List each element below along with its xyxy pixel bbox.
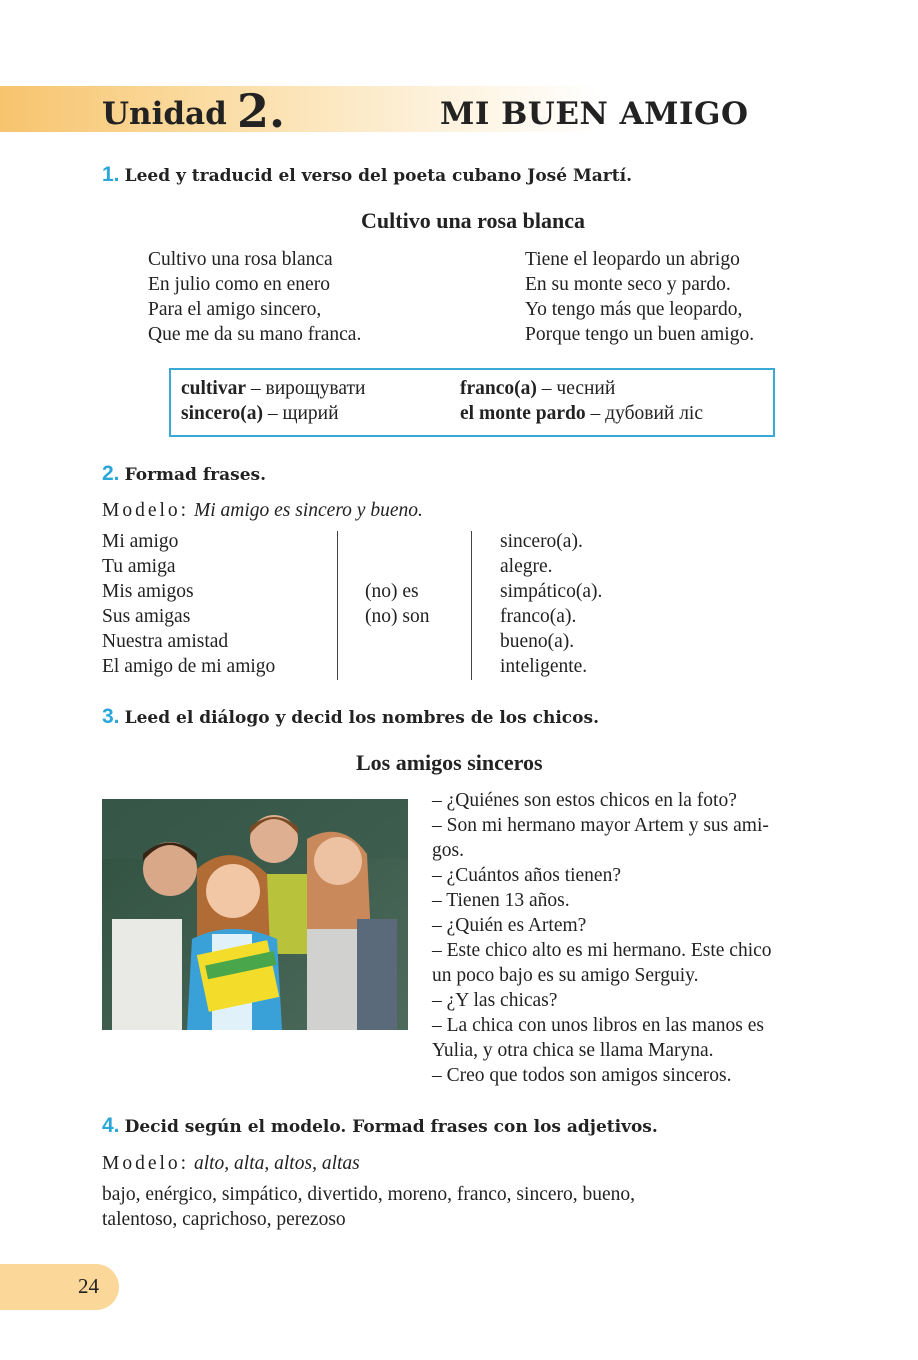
- column-divider: [337, 531, 338, 680]
- page-number-tab: [0, 1264, 119, 1310]
- exercise-number: 3.: [102, 705, 120, 728]
- modelo-line: [102, 1151, 360, 1176]
- verbs-column: [365, 579, 429, 629]
- exercise-number: 2.: [102, 462, 120, 485]
- dialog-line: – Creo que todos son amigos sinceros.: [432, 1065, 732, 1086]
- dialog-line: Yulia, y otra chica se llama Maryna.: [432, 1040, 714, 1061]
- exercise-2-heading: [102, 462, 266, 486]
- subject-item: Nuestra amistad: [102, 631, 229, 652]
- vocab-term: franco(a): [460, 378, 537, 399]
- exercise-instruction: Leed y traducid el verso del poeta cubano José Martí.: [124, 166, 632, 186]
- adjective-item: alegre.: [500, 556, 553, 577]
- subjects-column: [102, 529, 275, 679]
- vocab-translation: – дубовий ліс: [585, 403, 703, 424]
- poem-line: Que me da su mano franca.: [148, 324, 362, 345]
- poem-line: En julio como en enero: [148, 274, 330, 295]
- dialog-line: – ¿Cuántos años tienen?: [432, 865, 621, 886]
- dialog-line: un poco bajo es su amigo Serguiy.: [432, 965, 699, 986]
- dialog-line: – ¿Quién es Artem?: [432, 915, 587, 936]
- unit-label: Unidad: [102, 96, 227, 132]
- vocab-entry: [460, 401, 703, 426]
- students-photo-illustration: [102, 799, 408, 1030]
- page-number: 24: [78, 1274, 99, 1298]
- exercise-number: 4.: [102, 1114, 120, 1137]
- exercise-instruction: Leed el diálogo y decid los nombres de los chicos.: [124, 708, 599, 728]
- verb-item: (no) es: [365, 581, 419, 602]
- adjective-item: sincero(a).: [500, 531, 583, 552]
- dialog-line: – La chica con unos libros en las manos es: [432, 1015, 764, 1036]
- exercise-1-heading: [102, 163, 632, 187]
- vocab-translation: – щирий: [262, 403, 339, 424]
- adjective-list-line: talentoso, caprichoso, perezoso: [102, 1209, 346, 1230]
- dialog-line: – Tienen 13 años.: [432, 890, 570, 911]
- unit-title: MI BUEN AMIGO: [440, 96, 749, 132]
- modelo-example: alto, alta, altos, altas: [193, 1153, 360, 1174]
- subject-item: Mi amigo: [102, 531, 179, 552]
- adjective-item: simpático(a).: [500, 581, 603, 602]
- poem-line: Para el amigo sincero,: [148, 299, 322, 320]
- subject-item: Sus amigas: [102, 606, 191, 627]
- modelo-label: Modelo:: [102, 500, 190, 521]
- dialog-line: – Son mi hermano mayor Artem y sus ami-: [432, 815, 769, 836]
- exercise-4-heading: [102, 1114, 658, 1138]
- verb-item: (no) son: [365, 606, 430, 627]
- modelo-example: Mi amigo es sincero y bueno.: [193, 500, 423, 521]
- students-photo: [102, 799, 408, 1030]
- adjective-list-line: bajo, enérgico, simpático, divertido, moreno, franco, sincero, bueno,: [102, 1184, 636, 1205]
- dialog-line: – Este chico alto es mi hermano. Este chico: [432, 940, 772, 961]
- adjective-list: [102, 1182, 635, 1232]
- poem-title: Cultivo una rosa blanca: [361, 208, 585, 233]
- vocab-term: cultivar: [181, 378, 246, 399]
- dialog-line: gos.: [432, 840, 464, 861]
- modelo-line: [102, 498, 423, 523]
- adjective-item: franco(a).: [500, 606, 577, 627]
- poem-stanza-left: [148, 247, 361, 347]
- exercise-instruction: Decid según el modelo. Formad frases con los adjetivos.: [124, 1117, 658, 1137]
- vocab-translation: – чесний: [536, 378, 616, 399]
- modelo-label: Modelo:: [102, 1153, 190, 1174]
- vocab-column-left: [181, 376, 365, 426]
- dialog-line: – ¿Y las chicas?: [432, 990, 558, 1011]
- poem-line: Yo tengo más que leopardo,: [525, 299, 743, 320]
- subject-item: Mis amigos: [102, 581, 194, 602]
- poem-line: Porque tengo un buen amigo.: [525, 324, 755, 345]
- vocab-entry: [181, 376, 365, 401]
- column-divider: [471, 531, 472, 680]
- vocab-term: sincero(a): [181, 403, 263, 424]
- vocab-translation: – вирощувати: [245, 378, 366, 399]
- vocab-term: el monte pardo: [460, 403, 586, 424]
- exercise-number: 1.: [102, 163, 120, 186]
- dialog-title: Los amigos sinceros: [356, 750, 543, 775]
- unit-number: 2.: [237, 84, 286, 138]
- poem-line: Tiene el leopardo un abrigo: [525, 249, 740, 270]
- subject-item: Tu amiga: [102, 556, 176, 577]
- adjective-item: bueno(a).: [500, 631, 575, 652]
- dialog-text: [432, 788, 852, 1088]
- vocab-entry: [460, 376, 703, 401]
- dialog-line: – ¿Quiénes son estos chicos en la foto?: [432, 790, 737, 811]
- adjectives-column: [500, 529, 602, 679]
- subject-item: El amigo de mi amigo: [102, 656, 276, 677]
- exercise-instruction: Formad frases.: [124, 465, 267, 485]
- vocab-entry: [181, 401, 365, 426]
- adjective-item: inteligente.: [500, 656, 588, 677]
- poem-line: En su monte seco y pardo.: [525, 274, 731, 295]
- poem-line: Cultivo una rosa blanca: [148, 249, 333, 270]
- poem-stanza-right: [525, 247, 754, 347]
- vocab-column-right: [460, 376, 703, 426]
- exercise-3-heading: [102, 705, 599, 729]
